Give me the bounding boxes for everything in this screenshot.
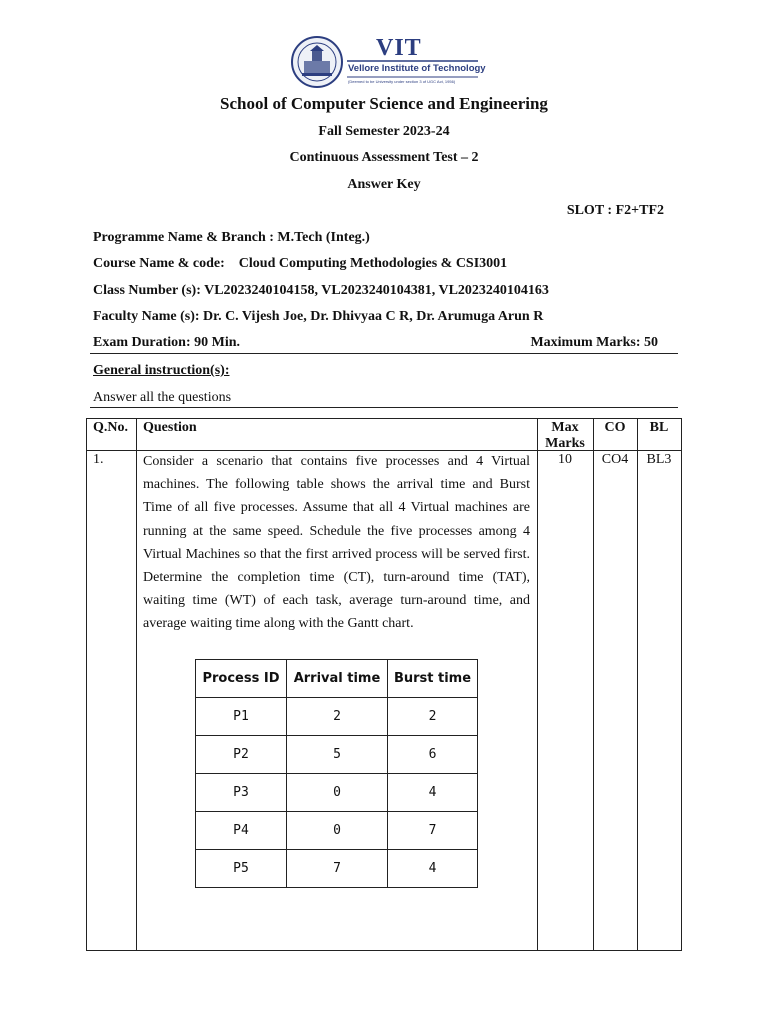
class-number-line: Class Number (s): VL2023240104158, VL2023240104381, VL2023240104163 [93, 283, 549, 298]
question-table [86, 418, 682, 951]
burst-time: 2 [388, 698, 478, 736]
process-table [195, 659, 478, 888]
table-row [196, 850, 478, 888]
question-marks: 10 [558, 452, 572, 467]
process-table-header [196, 660, 478, 698]
table-row [196, 698, 478, 736]
course-label: Course Name & code: [93, 256, 225, 271]
column-divider [593, 419, 594, 950]
vit-logo [290, 35, 486, 91]
arrival-time: 5 [287, 736, 388, 774]
header-qno: Q.No. [93, 420, 128, 435]
arrival-time: 0 [287, 774, 388, 812]
instructions-text: Answer all the questions [93, 390, 232, 405]
header-bl: BL [649, 420, 669, 435]
test-name: Continuous Assessment Test – 2 [289, 150, 479, 165]
slot: SLOT : F2+TF2 [566, 203, 664, 218]
instructions-heading: General instruction(s): [93, 363, 230, 378]
column-divider [537, 419, 538, 950]
burst-time: 4 [388, 774, 478, 812]
semester: Fall Semester 2023-24 [318, 124, 450, 139]
question-text: Consider a scenario that contains five processes and 4 Virtual machines. The following table shows the arrival time and Burst Time of all five processes. Assume that all 4 Virtual machines are running at the same speed. Schedule the five processes among 4 Virtual Machines so that the first arrived process will be served first. Determine the completion time (CT), turn-around time (TAT), waiting time (WT) of each task, average turn-around time, and average waiting time along with the Gantt chart. [143, 454, 530, 632]
header-burst-time: Burst time [388, 660, 478, 698]
question-co: CO4 [601, 452, 629, 467]
vit-logo-tagline: (Deemed to be University under section 3 of UGC Act, 1956) [348, 79, 456, 84]
process-id: P3 [196, 774, 287, 812]
vit-logo-name: VIT [376, 35, 422, 61]
table-row [196, 736, 478, 774]
vit-logo-subtitle: Vellore Institute of Technology [348, 63, 486, 74]
header-co: CO [604, 420, 626, 435]
arrival-time: 7 [287, 850, 388, 888]
divider [90, 407, 678, 408]
header-max-marks [537, 420, 593, 452]
faculty-line: Faculty Name (s): Dr. C. Vijesh Joe, Dr. Dhivyaa C R, Dr. Arumuga Arun R [93, 309, 544, 324]
process-id: P5 [196, 850, 287, 888]
divider [90, 353, 678, 354]
question-bl: BL3 [646, 452, 672, 467]
question-number: 1. [93, 452, 104, 467]
column-divider [637, 419, 638, 950]
process-id: P4 [196, 812, 287, 850]
header-process-id: Process ID [196, 660, 287, 698]
table-row [196, 774, 478, 812]
header-arrival-time: Arrival time [287, 660, 388, 698]
process-id: P1 [196, 698, 287, 736]
maximum-marks: Maximum Marks: 50 [530, 335, 658, 350]
burst-time: 7 [388, 812, 478, 850]
header-max-line2: Marks [545, 436, 585, 451]
arrival-time: 2 [287, 698, 388, 736]
programme-line: Programme Name & Branch : M.Tech (Integ.) [93, 230, 370, 245]
burst-time: 6 [388, 736, 478, 774]
exam-duration: Exam Duration: 90 Min. [93, 335, 240, 350]
arrival-time: 0 [287, 812, 388, 850]
course-value: Cloud Computing Methodologies & CSI3001 [238, 256, 508, 271]
table-row [196, 812, 478, 850]
header-max-line1: Max [551, 420, 579, 435]
school-title: School of Computer Science and Engineering [220, 94, 548, 113]
header-question: Question [143, 420, 197, 435]
column-divider [136, 419, 137, 950]
process-id: P2 [196, 736, 287, 774]
burst-time: 4 [388, 850, 478, 888]
duration-marks-line [93, 335, 658, 351]
course-line [93, 256, 507, 272]
answer-key-title: Answer Key [347, 177, 421, 192]
